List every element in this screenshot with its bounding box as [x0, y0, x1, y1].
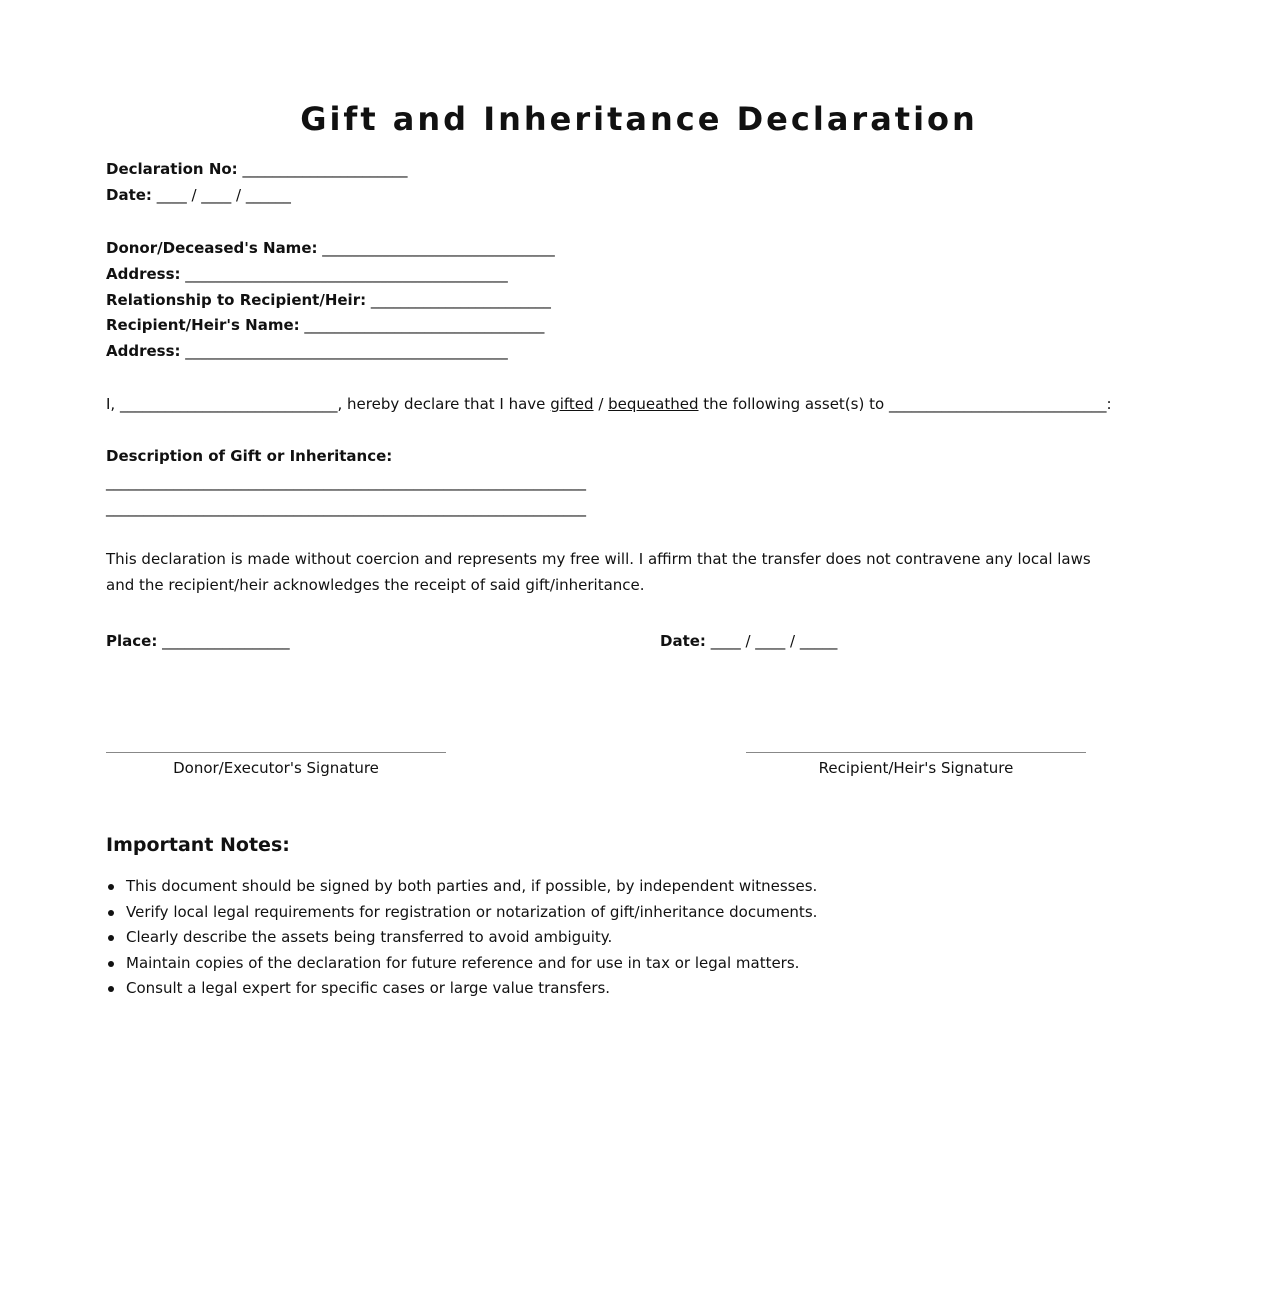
donor-name-label: Donor/Deceased's Name:: [106, 239, 318, 257]
declaration-sentence: [106, 394, 1112, 414]
signing-date-label: Date:: [660, 632, 706, 650]
recipient-name-field: [106, 315, 544, 335]
option-separator: /: [598, 395, 604, 413]
gifted-option[interactable]: gifted: [550, 395, 594, 413]
date-blank[interactable]: ____ / ____ / ______: [156, 186, 291, 204]
place-field: [106, 631, 290, 651]
list-item: Maintain copies of the declaration for future reference and for use in tax or legal matters.: [126, 951, 817, 977]
donor-signature-label: Donor/Executor's Signature: [173, 759, 379, 777]
date-label: Date:: [106, 186, 152, 204]
notes-list: [106, 874, 817, 1002]
description-line-1[interactable]: ________________________________________________________________: [106, 473, 586, 491]
relationship-field: [106, 290, 551, 310]
place-blank[interactable]: _________________: [162, 632, 290, 650]
bequeathed-option[interactable]: bequeathed: [608, 395, 699, 413]
signing-date-blank[interactable]: ____ / ____ / _____: [710, 632, 838, 650]
description-line-2[interactable]: ________________________________________________________________: [106, 499, 586, 517]
donor-signature-line[interactable]: [106, 752, 446, 753]
recipient-address-field: [106, 341, 508, 361]
declared-recipient-blank[interactable]: _____________________________: [888, 395, 1107, 413]
donor-name-field: [106, 238, 555, 258]
list-item: Verify local legal requirements for registration or notarization of gift/inheritance documents.: [126, 900, 817, 926]
declaration-middle: , hereby declare that I have: [337, 395, 546, 413]
recipient-signature-line[interactable]: [746, 752, 1086, 753]
recipient-name-blank[interactable]: ________________________________: [304, 316, 545, 334]
relationship-blank[interactable]: ________________________: [370, 291, 551, 309]
relationship-label: Relationship to Recipient/Heir:: [106, 291, 367, 309]
description-title: Description of Gift or Inheritance:: [106, 447, 393, 465]
notes-title: Important Notes:: [106, 834, 290, 856]
list-item: Consult a legal expert for specific cases or large value transfers.: [126, 976, 817, 1002]
date-field: [106, 185, 291, 205]
list-item: This document should be signed by both parties and, if possible, by independent witnesses.: [126, 874, 817, 900]
declaration-suffix: the following asset(s) to: [703, 395, 885, 413]
recipient-address-label: Address:: [106, 342, 181, 360]
document-title: Gift and Inheritance Declaration: [300, 100, 978, 138]
recipient-name-label: Recipient/Heir's Name:: [106, 316, 300, 334]
list-item: Clearly describe the assets being transferred to avoid ambiguity.: [126, 925, 817, 951]
recipient-address-blank[interactable]: ___________________________________________: [185, 342, 508, 360]
donor-address-field: [106, 264, 508, 284]
donor-address-label: Address:: [106, 265, 181, 283]
declaration-prefix: I,: [106, 395, 116, 413]
affirmation-paragraph: This declaration is made without coercion and represents my free will. I affirm that the transfer does not contravene any local laws and the recipient/heir acknowledges the receipt of said gift/inheritance.: [106, 550, 1091, 594]
recipient-signature-label: Recipient/Heir's Signature: [818, 759, 1014, 777]
declaration-no-blank[interactable]: ______________________: [242, 160, 408, 178]
donor-address-blank[interactable]: ___________________________________________: [185, 265, 508, 283]
declaration-no-field: [106, 159, 407, 179]
declarant-name-blank[interactable]: _____________________________: [119, 395, 338, 413]
donor-name-blank[interactable]: _______________________________: [322, 239, 555, 257]
place-label: Place:: [106, 632, 158, 650]
declaration-end: :: [1106, 395, 1112, 413]
declaration-no-label: Declaration No:: [106, 160, 238, 178]
signing-date-field: [660, 631, 837, 651]
